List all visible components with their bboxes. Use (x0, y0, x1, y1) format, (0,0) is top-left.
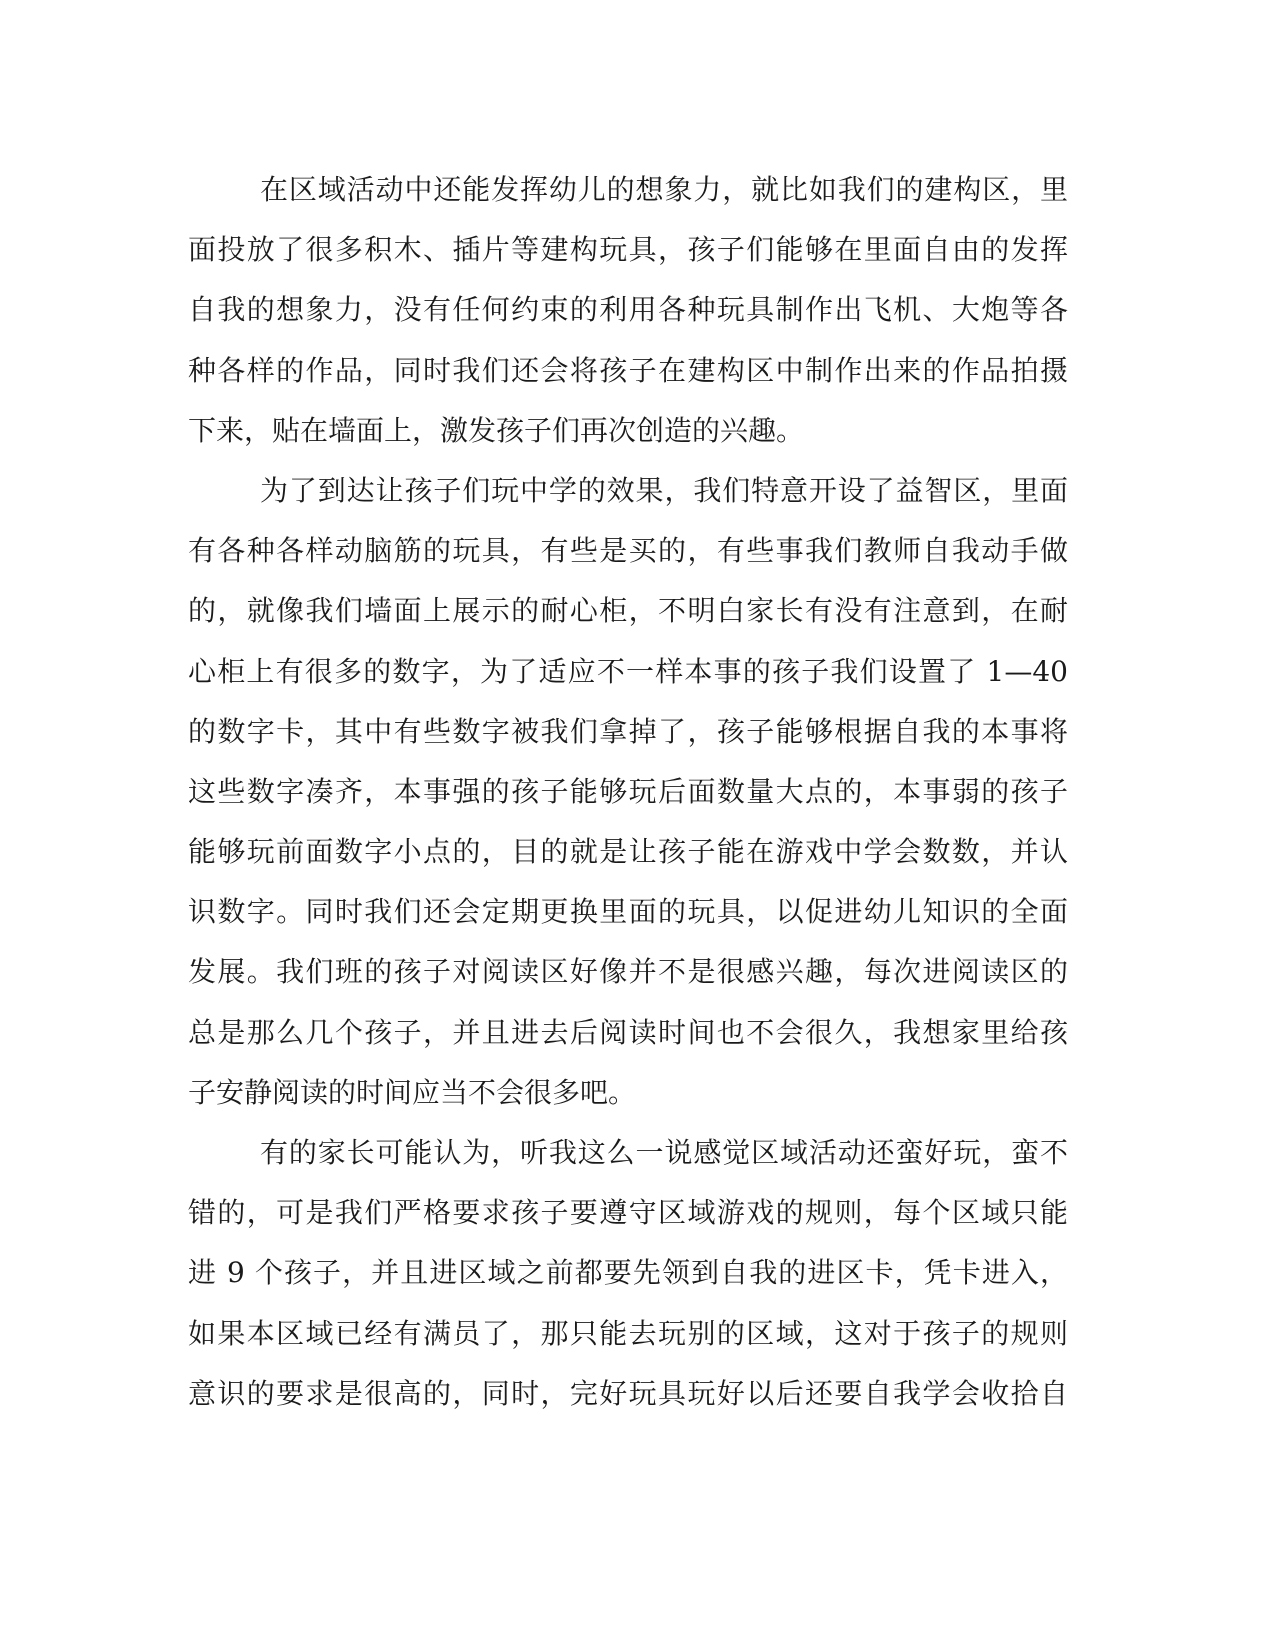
text-line: 总是那么几个孩子，并且进去后阅读时间也不会很久，我想家里给孩 (188, 1015, 1068, 1049)
text-line: 下来，贴在墙面上，激发孩子们再次创造的兴趣。 (188, 413, 805, 447)
text-line: 发展。我们班的孩子对阅读区好像并不是很感兴趣，每次进阅读区的 (188, 955, 1068, 989)
text-line: 心柜上有很多的数字，为了适应不一样本事的孩子我们设置了 1—40 (188, 654, 1068, 688)
text-line: 有各种各样动脑筋的玩具，有些是买的，有些事我们教师自我动手做 (188, 534, 1068, 568)
text-line: 的数字卡，其中有些数字被我们拿掉了，孩子能够根据自我的本事将 (188, 714, 1068, 748)
text-line: 错的，可是我们严格要求孩子要遵守区域游戏的规则，每个区域只能 (188, 1196, 1068, 1230)
body-text (188, 160, 1068, 1424)
text-line: 面投放了很多积木、插片等建构玩具，孩子们能够在里面自由的发挥 (188, 233, 1068, 267)
text-line: 进 9 个孩子，并且进区域之前都要先领到自我的进区卡，凭卡进入， (188, 1256, 1068, 1290)
text-line: 这些数字凑齐，本事强的孩子能够玩后面数量大点的，本事弱的孩子 (188, 774, 1068, 808)
text-line: 种各样的作品，同时我们还会将孩子在建构区中制作出来的作品拍摄 (188, 353, 1068, 387)
text-line: 的，就像我们墙面上展示的耐心柜，不明白家长有没有注意到，在耐 (188, 594, 1068, 628)
text-line: 为了到达让孩子们玩中学的效果，我们特意开设了益智区，里面 (260, 473, 1068, 507)
text-line: 在区域活动中还能发挥幼儿的想象力，就比如我们的建构区，里 (260, 173, 1068, 206)
text-line: 识数字。同时我们还会定期更换里面的玩具，以促进幼儿知识的全面 (188, 895, 1068, 929)
text-line: 如果本区域已经有满员了，那只能去玩别的区域，这对于孩子的规则 (188, 1316, 1068, 1350)
text-line: 意识的要求是很高的，同时，完好玩具玩好以后还要自我学会收拾自 (188, 1376, 1068, 1410)
text-line: 子安静阅读的时间应当不会很多吧。 (188, 1075, 637, 1109)
text-line: 有的家长可能认为，听我这么一说感觉区域活动还蛮好玩，蛮不 (260, 1136, 1068, 1169)
text-line: 能够玩前面数字小点的，目的就是让孩子能在游戏中学会数数，并认 (188, 835, 1068, 869)
text-line: 自我的想象力，没有任何约束的利用各种玩具制作出飞机、大炮等各 (188, 293, 1068, 327)
